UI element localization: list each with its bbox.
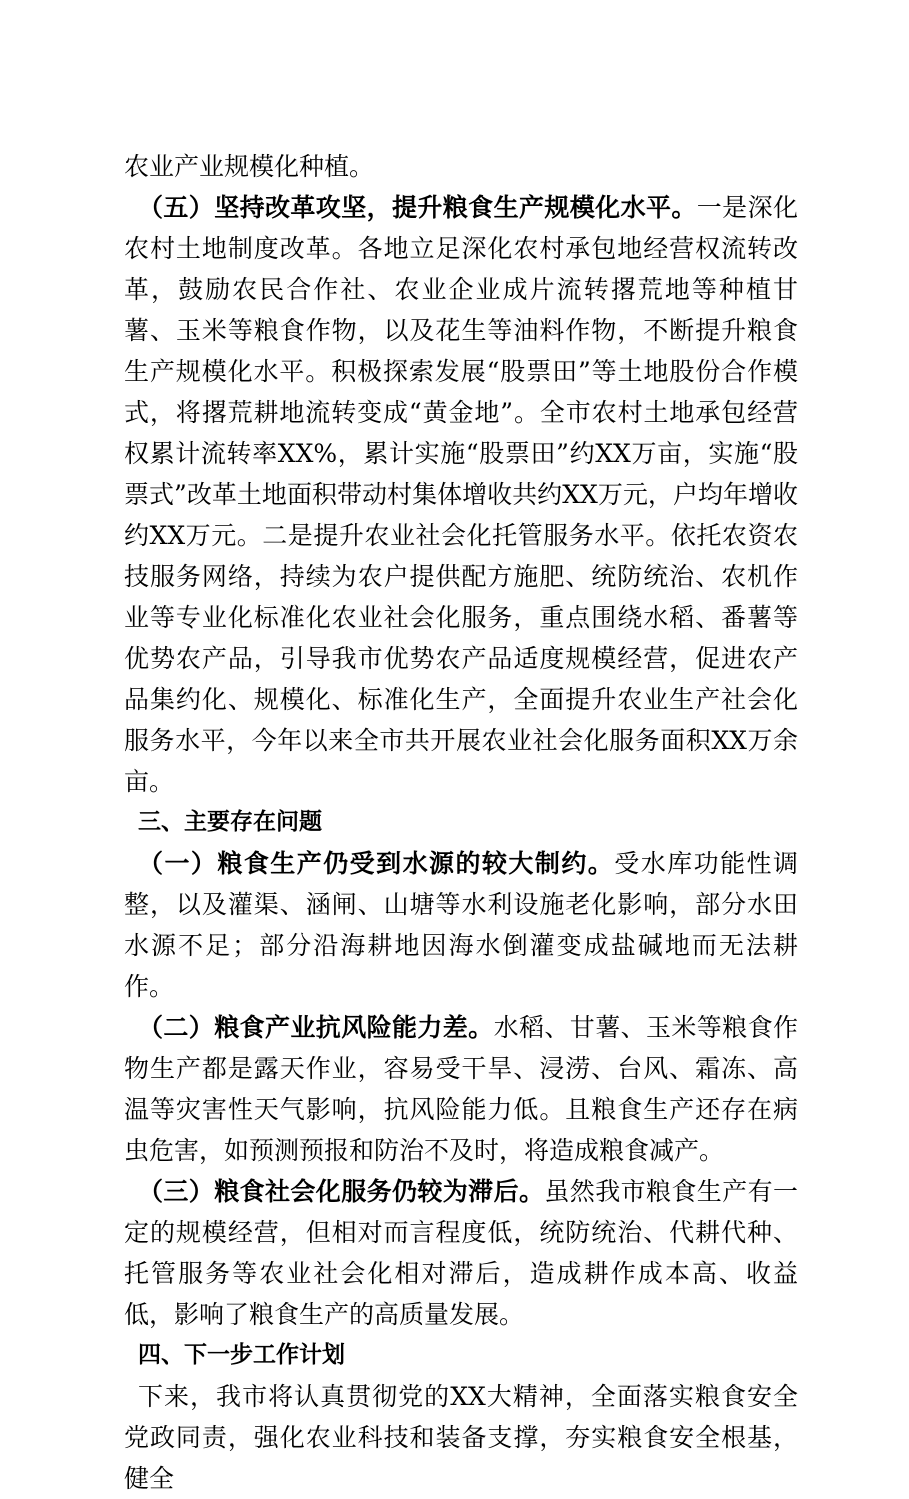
paragraph-text: 受水库功能性调整，以及灌渠、涵闸、山塘等水利设施老化影响，部分水田水源不足；部分沿海耕地因海水倒灌变成盐碱地而无法耕作。 [124, 849, 798, 1001]
paragraph-risk [124, 1007, 798, 1171]
paragraph-text: 一是深化农村土地制度改革。各地立足深化农村承包地经营权流转改革，鼓励农民合作社、农业企业成片流转撂荒地等种植甘薯、玉米等粮食作物，以及花生等油料作物，不断提升粮食生产规模化水平。积极探索发展“股票田”等土地股份合作模式，将撂荒耕地流转变成“黄金地”。全市农村土地承包经营权累计流转率XX%，累计实施“股票田”约XX万亩，实施“股票式”改革土地面积带动村集体增收共约XX万元，户均年增收约XX万元。二是提升农业社会化托管服务水平。依托农资农技服务网络，持续为农户提供配方施肥、统防统治、农机作业等专业化标准化农业社会化服务，重点围绕水稻、番薯等优势农产品，引导我市优势农产品适度规模经营，促进农产品集约化、规模化、标准化生产，全面提升农业生产社会化服务水平，今年以来全市共开展农业社会化服务面积XX万余亩。 [124, 193, 798, 796]
paragraph-services [124, 1171, 798, 1335]
paragraph-text: 水稻、甘薯、玉米等粮食作物生产都是露天作业，容易受干旱、浸涝、台风、霜冻、高温等灾害性天气影响，抗风险能力低。且粮食生产还存在病虫危害，如预测预报和防治不及时，将造成粮食减产。 [124, 1013, 798, 1165]
paragraph-continued [124, 146, 798, 187]
document-body [124, 146, 798, 1499]
paragraph-reform [124, 187, 798, 802]
paragraph-lead: （三）粮食社会化服务仍较为滞后。 [138, 1177, 545, 1206]
paragraph-text: 下来，我市将认真贯彻党的XX大精神，全面落实粮食安全党政同责，强化农业科技和装备支撑，夯实粮食安全根基，健全 [124, 1382, 798, 1493]
paragraph-text: 农业产业规模化种植。 [124, 152, 375, 181]
paragraph-lead: （一）粮食生产仍受到水源的较大制约。 [138, 849, 615, 878]
paragraph-lead: （五）坚持改革攻坚，提升粮食生产规模化水平。 [138, 193, 697, 222]
paragraph-plan [124, 1376, 798, 1499]
section-heading-next-plan: 四、下一步工作计划 [138, 1342, 345, 1368]
section-heading-problems: 三、主要存在问题 [138, 809, 322, 835]
paragraph-text: 虽然我市粮食生产有一定的规模经营，但相对而言程度低，统防统治、代耕代种、托管服务等农业社会化相对滞后，造成耕作成本高、收益低，影响了粮食生产的高质量发展。 [124, 1177, 798, 1329]
paragraph-lead: （二）粮食产业抗风险能力差。 [138, 1013, 494, 1042]
paragraph-water-source [124, 843, 798, 1007]
